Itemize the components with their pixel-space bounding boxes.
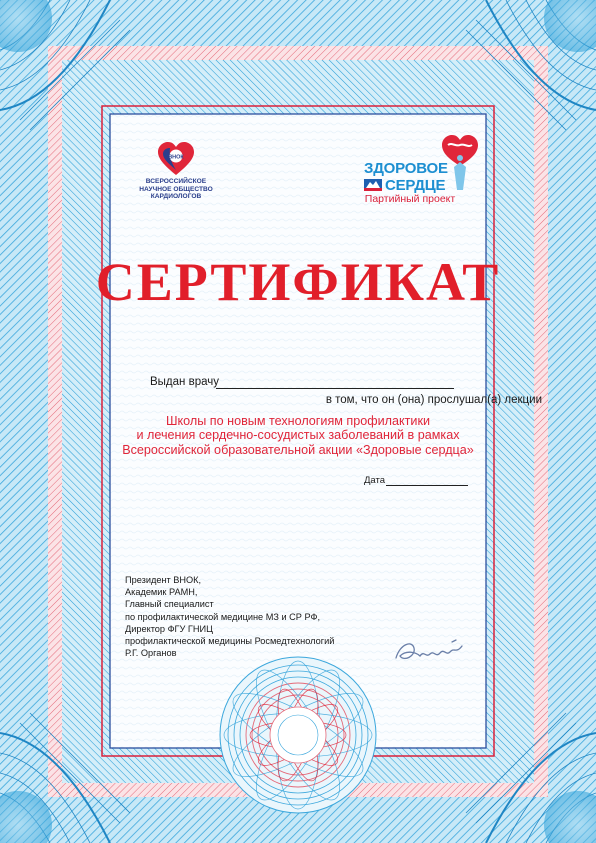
signer-line-6: профилактической медицины Росмедтехнологий [125, 636, 335, 647]
party-bear-icon [364, 179, 382, 191]
certificate-title: СЕРТИФИКАТ [95, 252, 501, 312]
signer-line-4: по профилактической медицине МЗ и СР РФ, [125, 611, 321, 622]
signer-line-3: Главный специалист [125, 599, 214, 610]
signer-line-2: Академик РАМН, [125, 587, 198, 598]
party-project-label: Партийный проект [364, 193, 456, 205]
school-line-2: и лечения сердечно-сосудистых заболеваний в рамках [136, 428, 460, 443]
issued-to-label: Выдан врачу [150, 376, 219, 388]
signature-image [392, 634, 472, 668]
date-line [386, 485, 468, 486]
signer-line-1: Президент ВНОК, [125, 575, 202, 585]
recipient-name-line [216, 388, 454, 389]
date-label: Дата [364, 475, 386, 486]
healthy-heart-line-2: СЕРДЦЕ [385, 177, 446, 194]
heart-figure-icon [440, 134, 480, 192]
healthy-heart-logo [360, 134, 490, 214]
listened-text: в том, что он (она) прослушал(а) лекции [325, 394, 542, 406]
vnok-line-2: НАУЧНОЕ ОБЩЕСТВО [139, 185, 213, 193]
vnok-line-1: ВСЕРОССИЙСКОЕ [145, 178, 207, 185]
healthy-heart-line-1: ЗДОРОВОЕ [364, 160, 448, 177]
signer-line-5: Директор ФГУ ГНИЦ [125, 623, 213, 634]
vnok-logo [128, 142, 224, 212]
vnok-badge: ВНОК [168, 154, 184, 161]
school-line-1: Школы по новым технологиям профилактики [165, 414, 430, 428]
signer-name: Р.Г. Органов [125, 648, 177, 659]
vnok-line-3: КАРДИОЛОГОВ [150, 193, 202, 201]
school-line-3: Всероссийской образовательной акции «Здоровые сердца» [122, 442, 474, 457]
heart-logo-icon [157, 142, 195, 176]
signer-block [125, 574, 334, 659]
school-description [0, 414, 596, 457]
